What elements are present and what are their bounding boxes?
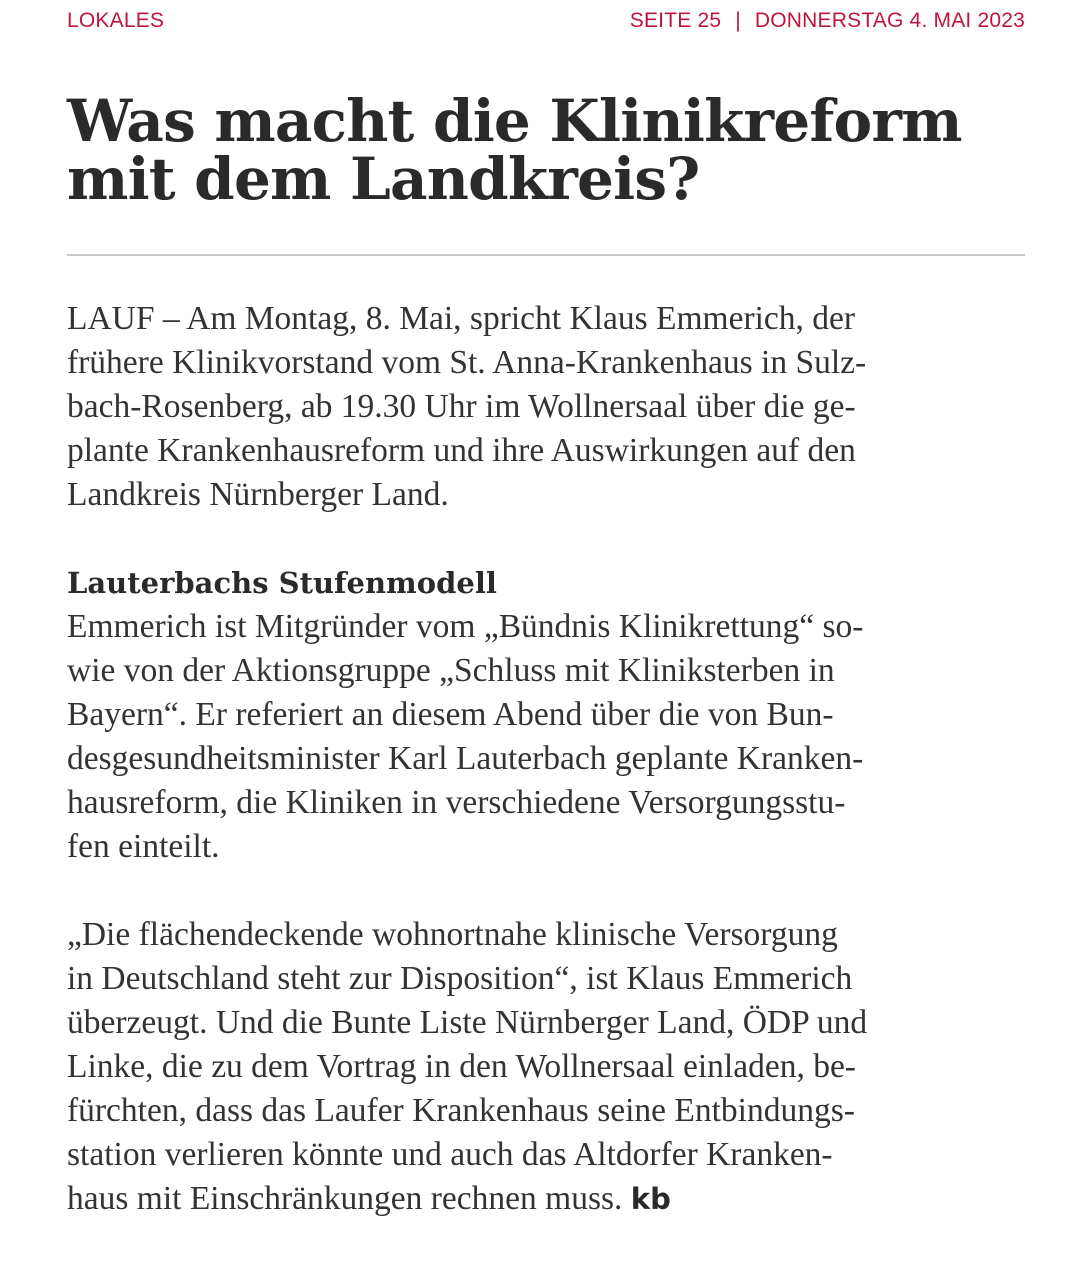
text-line: hausreform, die Kliniken in verschiedene Versorgungsstu- — [67, 784, 846, 821]
text-line: haus mit Einschränkungen rechnen muss. — [67, 1180, 631, 1217]
paragraph-gap — [67, 869, 1025, 913]
subheading: Lauterbachs Stufenmodell — [67, 566, 497, 600]
text-line: LAUF – Am Montag, 8. Mai, spricht Klaus Emmerich, der — [67, 300, 856, 337]
text-line: station verlieren könnte und auch das Altdorfer Kranken- — [67, 1136, 833, 1173]
text-line: wie von der Aktionsgruppe „Schluss mit Kliniksterben in — [67, 652, 835, 689]
text-line: in Deutschland steht zur Disposition“, ist Klaus Emmerich — [67, 960, 853, 997]
title-line-1: Was macht die Klinikreform — [67, 87, 962, 155]
body-paragraph-3 — [67, 913, 1025, 1221]
page-meta — [630, 9, 1025, 33]
lead-paragraph — [67, 297, 1025, 517]
text-line: überzeugt. Und die Bunte Liste Nürnberger Land, ÖDP und — [67, 1004, 868, 1041]
body-paragraph-2 — [67, 605, 1025, 869]
header-separator: | — [735, 9, 741, 32]
text-line: plante Krankenhausreform und ihre Auswirkungen auf den — [67, 432, 856, 469]
article-page — [67, 0, 1025, 1217]
text-line: desgesundheitsminister Karl Lauterbach geplante Kranken- — [67, 740, 864, 777]
title-divider — [67, 254, 1025, 256]
text-line: Emmerich ist Mitgründer vom „Bündnis Klinikrettung“ so- — [67, 608, 864, 645]
text-line: Bayern“. Er referiert an diesem Abend über die von Bun- — [67, 696, 834, 733]
author-initials: kb — [630, 1182, 671, 1216]
text-line: fen einteilt. — [67, 828, 220, 865]
article-body — [67, 297, 1025, 1221]
title-line-2: mit dem Landkreis? — [67, 145, 700, 213]
text-line: fürchten, dass das Laufer Krankenhaus seine Entbindungs- — [67, 1092, 855, 1129]
section-label: LOKALES — [67, 9, 165, 32]
page-header — [67, 0, 1025, 44]
text-line: „Die flächendeckende wohnortnahe klinische Versorgung — [67, 916, 838, 953]
page-number: SEITE 25 — [629, 9, 722, 32]
issue-date: DONNERSTAG 4. MAI 2023 — [754, 9, 1025, 32]
text-line: Linke, die zu dem Vortrag in den Wollnersaal einladen, be- — [67, 1048, 856, 1085]
text-line: Landkreis Nürnberger Land. — [67, 476, 449, 513]
article-title — [67, 87, 1025, 213]
text-line: bach-Rosenberg, ab 19.30 Uhr im Wollnersaal über die ge- — [67, 388, 856, 425]
paragraph-gap — [67, 517, 1025, 561]
text-line: frühere Klinikvorstand vom St. Anna-Krankenhaus in Sulz- — [67, 344, 867, 381]
